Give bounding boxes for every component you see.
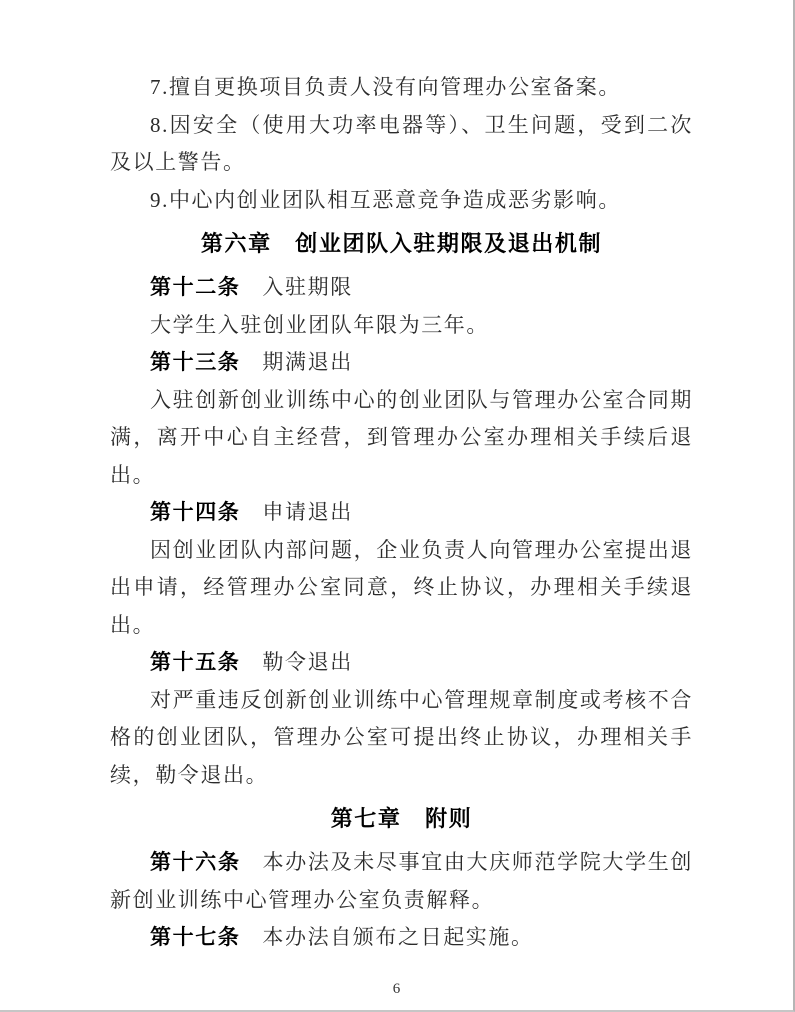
- article-12-heading: [110, 269, 693, 307]
- article-13-term: 第十三条: [150, 350, 241, 374]
- article-14-title: 申请退出: [262, 500, 353, 524]
- chapter-heading-6: 第六章 创业团队入驻期限及退出机制: [200, 231, 603, 256]
- list-item-8: 8.因安全（使用大功率电器等）、卫生问题，受到二次及以上警告。: [110, 112, 693, 174]
- article-13-body: 入驻创新创业训练中心的创业团队与管理办公室合同期满，离开中心自主经营，到管理办公室办理相关手续后退出。: [110, 387, 693, 487]
- article-15-heading: [110, 644, 693, 682]
- article-12-body: 大学生入驻创业团队年限为三年。: [150, 312, 489, 337]
- article-14-term: 第十四条: [150, 500, 241, 524]
- article-15-term: 第十五条: [150, 650, 241, 674]
- article-14-body: 因创业团队内部问题，企业负责人向管理办公室提出退出申请，经管理办公室同意，终止协议，办理相关手续退出。: [110, 537, 693, 637]
- article-17-paragraph: [110, 919, 693, 957]
- page-number: 6: [392, 981, 401, 997]
- article-17-text: 本办法自颁布之日起实施。: [262, 925, 534, 949]
- article-12-term: 第十二条: [150, 275, 241, 299]
- list-item-9: 9.中心内创业团队相互恶意竞争造成恶劣影响。: [150, 187, 621, 212]
- chapter-heading-7: 第七章 附则: [330, 806, 473, 831]
- article-15-title: 勒令退出: [262, 650, 353, 674]
- article-12-title: 入驻期限: [262, 275, 353, 299]
- article-17-term: 第十七条: [150, 925, 241, 949]
- article-14-heading: [110, 494, 693, 532]
- document-body: [110, 69, 693, 957]
- article-15-body: 对严重违反创新创业训练中心管理规章制度或考核不合格的创业团队，管理办公室可提出终止协议，办理相关手续，勒令退出。: [110, 687, 693, 787]
- article-16-text: 本办法及未尽事宜由大庆师范学院大学生创新创业训练中心管理办公室负责解释。: [110, 850, 693, 912]
- article-13-heading: [110, 344, 693, 382]
- article-16-paragraph: [110, 844, 693, 919]
- list-item-7: 7.擅自更换项目负责人没有向管理办公室备案。: [150, 75, 621, 99]
- article-16-term: 第十六条: [150, 850, 241, 874]
- article-13-title: 期满退出: [262, 350, 353, 374]
